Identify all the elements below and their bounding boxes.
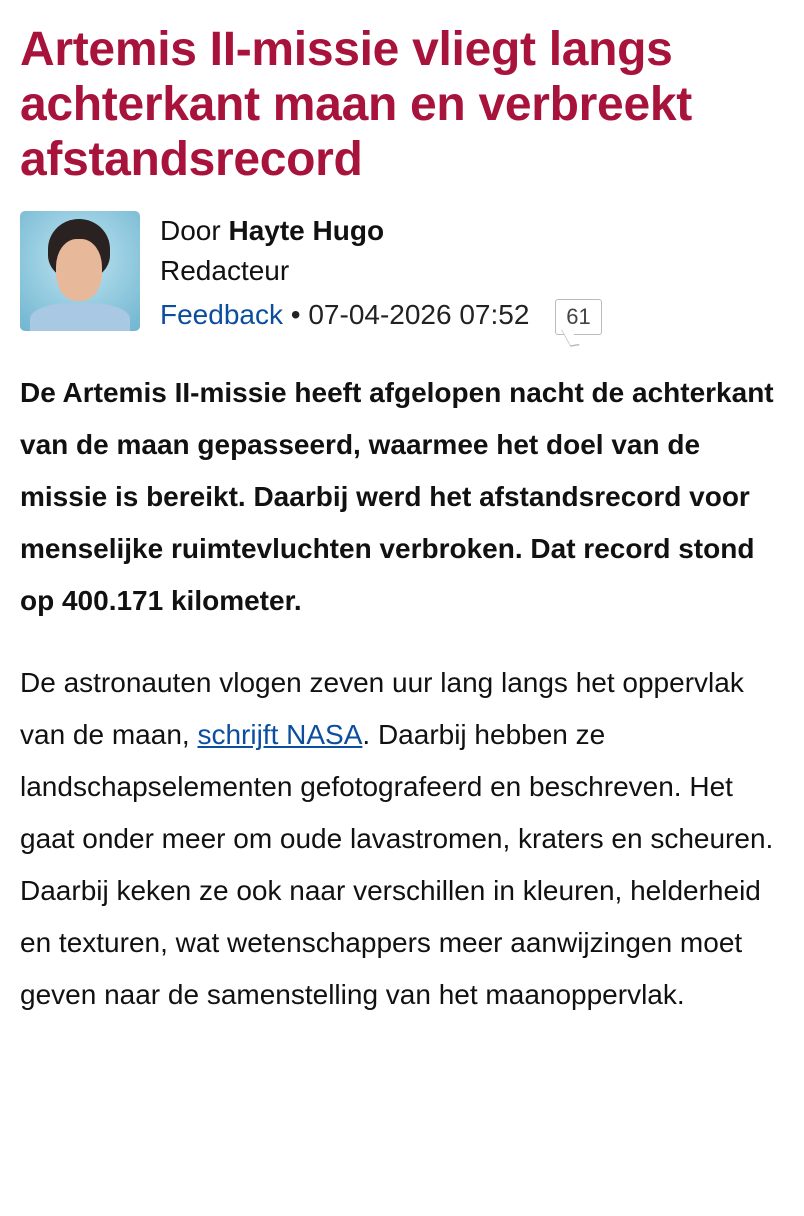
article-lead: De Artemis II-missie heeft afgelopen nacht de achterkant van de maan gepasseerd, waarmee het doel van de missie is bereikt. Daarbij werd het afstandsrecord voor menselijke ruimtevluchten verbroken. Dat record stond op 400.171 kilometer. <box>20 377 774 616</box>
author-avatar[interactable] <box>20 211 140 331</box>
paragraph-text-continued: . Daarbij hebben ze landschapselementen gefotografeerd en beschreven. Het gaat onder meer om oude lavastromen, kraters en scheuren. Daarbij keken ze ook naar verschillen in kleuren, helderheid en texturen, wat wetenschappers meer aanwijzingen moet geven naar de samenstelling van het maanoppervlak. <box>20 719 774 1010</box>
comment-count-button[interactable] <box>555 299 601 335</box>
nasa-source-link[interactable]: schrijft NASA <box>197 719 363 750</box>
byline <box>20 211 784 335</box>
author-role: Redacteur <box>160 255 290 286</box>
article-title: Artemis II-missie vliegt langs achterkant maan en verbreekt afstandsrecord <box>20 23 692 186</box>
paragraph-text: De astronauten vlogen zeven uur lang langs het oppervlak van de maan, <box>20 667 744 750</box>
author-name[interactable]: Hayte Hugo <box>228 215 385 246</box>
comment-count: 61 <box>566 303 591 329</box>
separator: • <box>290 299 301 330</box>
publish-datetime: 07-04-2026 07:52 <box>308 299 530 330</box>
byline-prefix: Door <box>160 215 221 246</box>
article-paragraph <box>20 657 784 1021</box>
feedback-link[interactable]: Feedback <box>160 299 283 330</box>
